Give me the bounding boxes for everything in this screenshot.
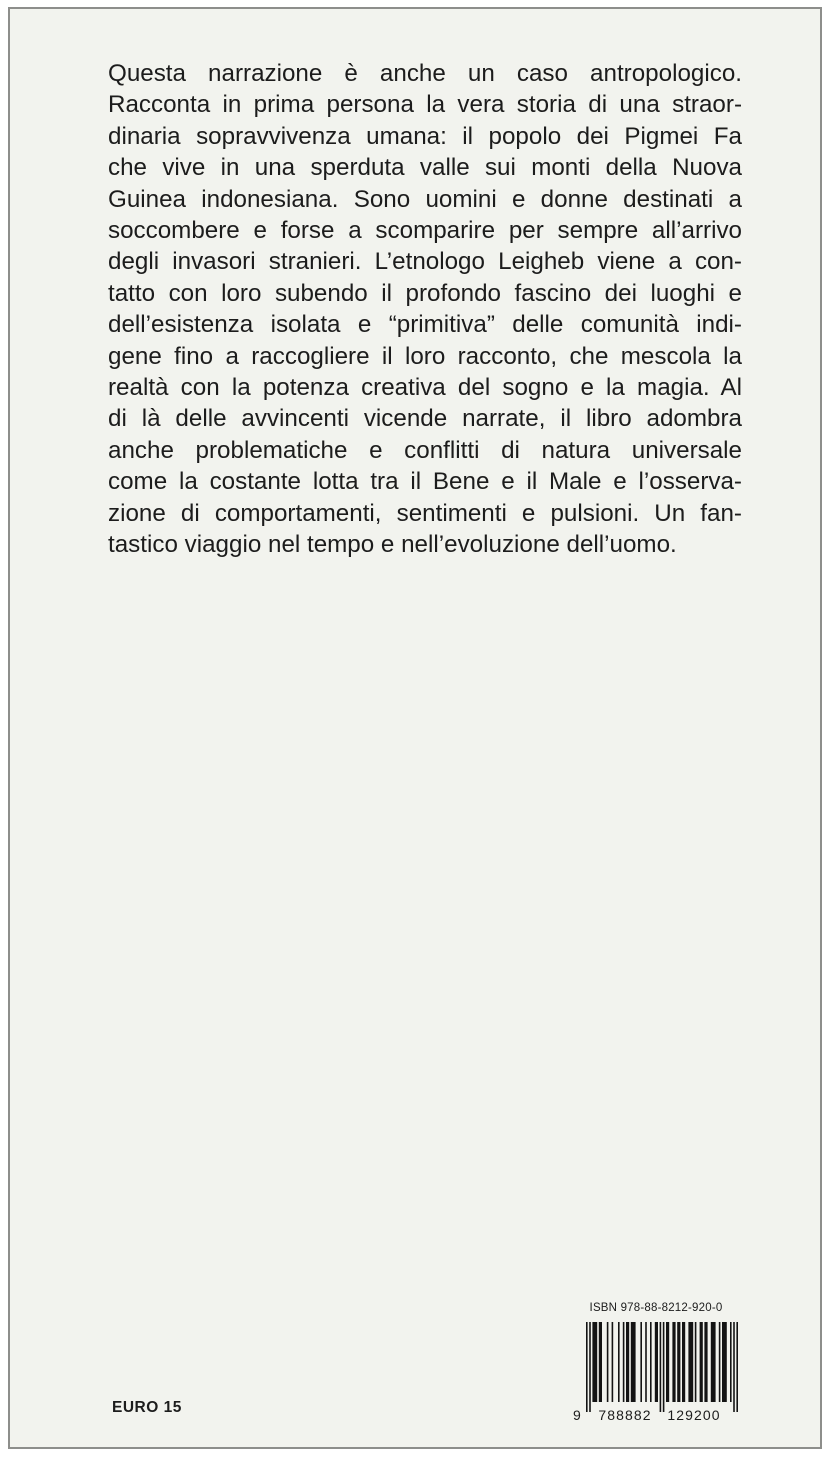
barcode-bar (688, 1322, 693, 1402)
barcode-bar (640, 1322, 642, 1402)
barcode-bar (623, 1322, 625, 1402)
barcode-bar (711, 1322, 716, 1402)
barcode-image (570, 1320, 742, 1424)
blurb-line: dinaria sopravvivenza umana: il popolo dei Pigmei Fa (108, 122, 742, 150)
blurb-line: che vive in una sperduta valle sui monti della Nuova (108, 154, 742, 182)
blurb-line: di là delle avvincenti vicende narrate, il libro adombra (108, 405, 742, 433)
barcode-bar (618, 1322, 620, 1402)
barcode-digits-left: 788882 (598, 1407, 652, 1423)
blurb-line: Racconta in prima persona la vera storia di una straor- (108, 91, 742, 119)
barcode-bar (592, 1322, 597, 1402)
barcode-bar (682, 1322, 685, 1402)
blurb-line: dell’esistenza isolata e “primitiva” delle comunità indi- (108, 311, 742, 339)
barcode-guard-bar (586, 1322, 588, 1412)
blurb-line: degli invasori stranieri. L’etnologo Leigheb viene a con- (108, 248, 742, 276)
barcode-bar (655, 1322, 658, 1402)
barcode-digits-right: 129200 (667, 1407, 721, 1423)
barcode-bar (730, 1322, 732, 1402)
barcode-bar (650, 1322, 652, 1402)
barcode-guard-bar (733, 1322, 735, 1412)
barcode-bar (722, 1322, 727, 1402)
blurb-line: zione di comportamenti, sentimenti e pulsioni. Un fan- (108, 499, 742, 527)
barcode-bar (599, 1322, 602, 1402)
price-label: EURO 15 (112, 1399, 182, 1416)
barcode-guard-bar (663, 1322, 665, 1412)
blurb-line: come la costante lotta tra il Bene e il Male e l’osserva- (108, 468, 742, 496)
blurb-line: tatto con loro subendo il profondo fascino dei luoghi e (108, 279, 742, 307)
blurb-line: realtà con la potenza creativa del sogno e la magia. Al (108, 374, 742, 402)
blurb-line: gene fino a raccogliere il loro racconto, che mescola la (108, 342, 742, 370)
blurb-line: Questa narrazione è anche un caso antropologico. (108, 60, 742, 87)
barcode-bar (672, 1322, 675, 1402)
barcode-bar (626, 1322, 629, 1402)
barcode-bar (666, 1322, 669, 1402)
blurb-text (108, 58, 742, 561)
barcode-bar (645, 1322, 647, 1402)
barcode-bar (677, 1322, 680, 1402)
blurb-line: Guinea indonesiana. Sono uomini e donne destinati a (108, 185, 742, 213)
barcode-bar (631, 1322, 636, 1402)
barcode-digit-prefix: 9 (573, 1407, 581, 1423)
barcode-bar (695, 1322, 697, 1402)
barcode-bar (612, 1322, 614, 1402)
barcode-guard-bar (736, 1322, 738, 1412)
blurb-line: soccombere e forse a scomparire per sempre all’arrivo (108, 217, 742, 245)
barcode-guard-bar (660, 1322, 662, 1412)
blurb-line: anche problematiche e conflitti di natura universale (108, 436, 742, 464)
isbn-label: ISBN 978-88-8212-920-0 (589, 1302, 723, 1314)
blurb-line: tastico viaggio nel tempo e nell’evoluzione dell’uomo. (108, 531, 677, 559)
barcode-bar (700, 1322, 703, 1402)
barcode-bar (719, 1322, 721, 1402)
barcode (570, 1320, 742, 1424)
barcode-bar (607, 1322, 609, 1402)
barcode-bar (704, 1322, 707, 1402)
barcode-guard-bar (589, 1322, 591, 1412)
